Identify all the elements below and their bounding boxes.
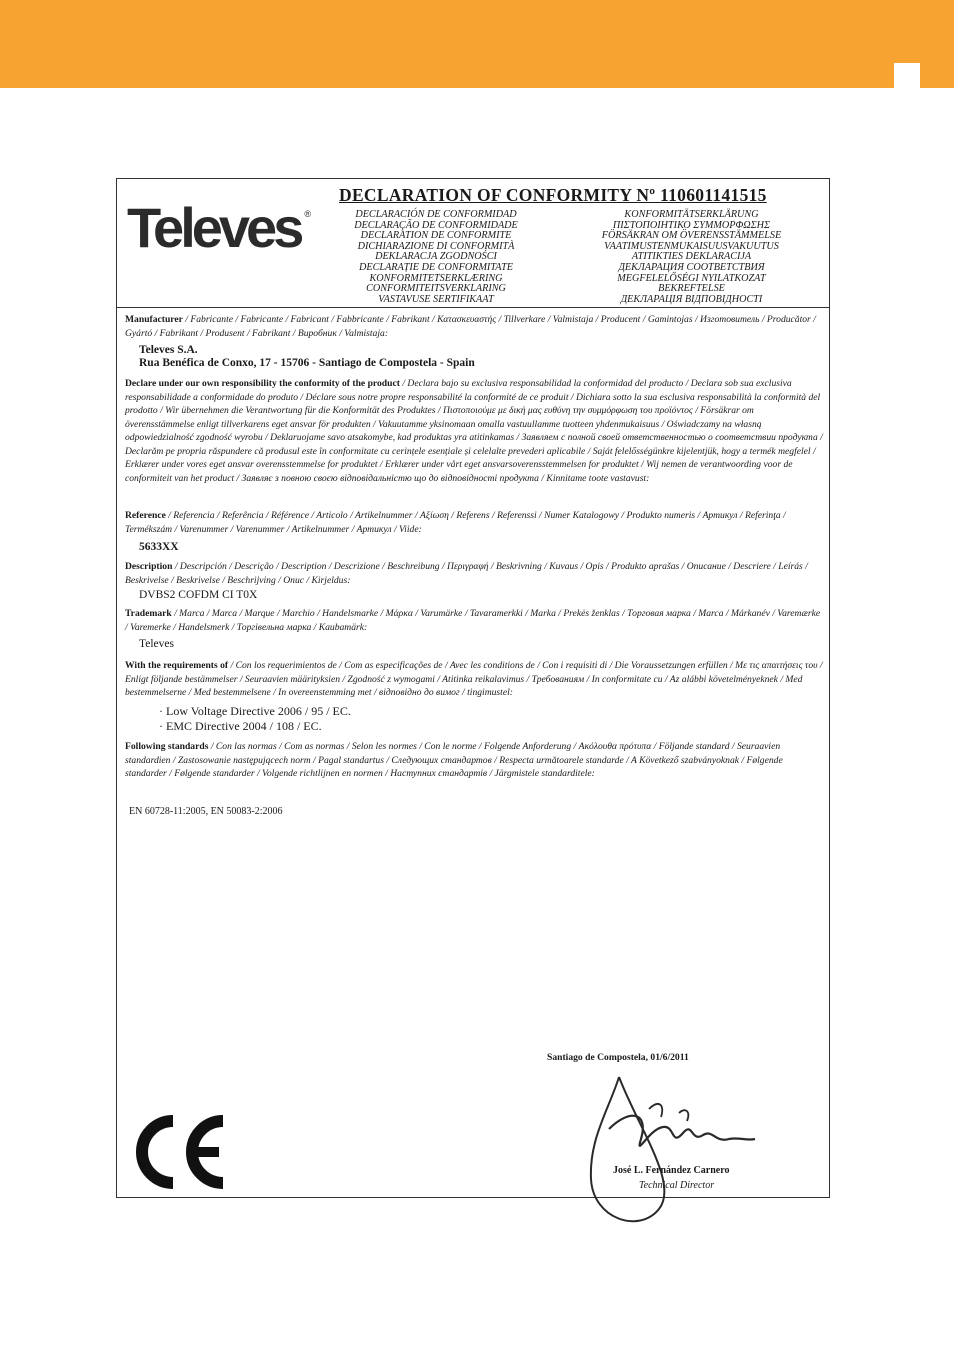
declaration-document	[116, 178, 830, 1198]
trademark-label: Trademark	[125, 608, 172, 619]
title-translation: DECLARAȚIE DE CONFORMITATE	[359, 261, 513, 273]
trademark-value: Televes	[139, 638, 174, 650]
title-translation: BEKREFTELSE	[658, 283, 725, 295]
declare-translations: / Declara bajo su exclusiva responsabilidad la conformidad del producto / Declara sob sua exclusiva responsabilidade a conformidade do produto / Déclare sous notre propre responsabilité la conformité de ce produit / Dichiara sotto la sua esclusiva responsabilità la conformità del prodotto / Wir übernehmen die Verantwortung für die Konformität des Produktes / Πιστοποιούμε με δική μας ευθύνη την συμμόρφωση του προϊόντος / Försäkrar om överensstämmelse enligt tillverkarens eget ansvar för produkten / Vakuutamme yksinomaan omalla vastuullamme tuotteen yhdenmukaisuus / Oświadczamy na własną odpowiedzialność zgodność wyrobu / Deklaruojame savo atsakomybe, kad produktas yra atitinkamas / Заявляем с полной своей ответственностью о соответствии продукта / Declarăm pe propria răspundere că produsul este în conformitate cu cerințele esențiale și celelalte prevederi aplicabile / Saját felelősségünkre kijelentjük, hogy a termék megfelel / Erklærer under vores eget ansvar overensstemmelse for produktet / Erklærer under vårt eget ansvarsoverensstemmelsen for produktet / Wij nemen de verantwoording voor de conformiteit van het product / Заявляє з повною своєю відповідальністю що до відповідності продукта / Kinnitame toote vastavust:	[125, 378, 823, 484]
title-translations-right	[579, 210, 804, 305]
standards-translations: / Con las normas / Com as normas / Selon les normes / Con le norme / Folgende Anforderung / Ακόλουθα πρότυπα / Följande standard / Seuraavien standardien / Zastosowanie następującech norm / Pagal standartus / Следующих стандартов / Respecta următoarele standarde / A Következő szabványoknak / Følgende standarder / Følgende standarder / Volgende richtlijnen en normen / Наступних стандартів / Järgmistele standarditele:	[125, 741, 783, 779]
page-corner-square	[894, 63, 920, 88]
declare-label: Declare under our own responsibility the conformity of the product	[125, 378, 400, 389]
logo-text: Televes	[127, 196, 301, 259]
requirements-section	[125, 659, 823, 700]
description-translations: / Descripción / Descrição / Description / Descrizione / Beschreibung / Περιγραφή / Beskrivning / Kuvaus / Opis / Produkto aprašas / Описание / Descriere / Leírás / Beskrivelse / Beskrivelse / Beschrijving / Опис / Kirjeldus:	[125, 561, 808, 586]
standards-section	[125, 740, 823, 781]
requirements-translations: / Con los requerimientos de / Com as especificações de / Avec les conditions de / Con i requisiti di / Die Voraussetzungen erfüllen / Με τις απαιτήσεις του / Enligt följande bestämmelser / Seuraavien määrityksien / Zgodność z wymogami / Atitinka reikalavimus / Требованиям / In conformitate cu / Az alábbi követelményeknek / Med bestemmelserne / Med bestemmelsene / In overeenstemming met / відповідно до вимог / tingimustel:	[125, 660, 823, 698]
title-translation: DICHIARAZIONE DI CONFORMITÀ	[357, 240, 515, 252]
reference-section	[125, 509, 823, 536]
directive-item: · EMC Directive 2004 / 108 / EC.	[159, 719, 322, 733]
title-translation: DEKLARACJA ZGODNOŚCI	[375, 251, 497, 263]
signatory-name: José L. Fernández Carnero	[613, 1165, 730, 1176]
title-translation: CONFORMITEITSVERKLARING	[366, 283, 506, 295]
title-translation: KONFORMITÄTSERKLÄRUNG	[624, 209, 759, 220]
title-translation: KONFORMITETSERKLÆRING	[369, 272, 503, 284]
title-translation: ДЕКЛАРАЦІЯ ВІДПОВІДНОСТІ	[620, 293, 763, 305]
manufacturer-name: Televes S.A.	[139, 344, 198, 356]
title-translation: VAATIMUSTENMUKAISUUSVAKUUTUS	[604, 240, 779, 252]
signatory-role: Technical Director	[639, 1180, 715, 1191]
document-title: DECLARATION OF CONFORMITY Nº 110601141515	[339, 185, 767, 205]
title-translation: DECLARACIÓN DE CONFORMIDAD	[355, 209, 517, 220]
document-header	[117, 179, 829, 308]
title-translations-left	[331, 210, 541, 305]
trademark-section	[125, 607, 823, 634]
description-section	[125, 560, 823, 587]
title-translation: MEGFELELŐSÉGI NYILATKOZAT	[617, 272, 766, 284]
title-translation: FÖRSÄKRAN OM ÖVERENSSTÄMMELSE	[601, 230, 782, 242]
directive-item: · Low Voltage Directive 2006 / 95 / EC.	[159, 704, 351, 718]
televes-logo	[127, 195, 311, 260]
place-and-date: Santiago de Compostela, 01/6/2011	[547, 1052, 689, 1063]
title-translation: DECLARATION DE CONFORMITE	[360, 230, 512, 242]
manufacturer-label: Manufacturer	[125, 314, 183, 325]
standards-value: EN 60728-11:2005, EN 50083-2:2006	[129, 806, 283, 817]
manufacturer-section	[125, 313, 823, 340]
handwritten-signature	[579, 1069, 779, 1239]
description-value: DVBS2 COFDM CI T0X	[139, 589, 258, 601]
reference-translations: / Referencia / Referência / Référence / Articolo / Artikelnummer / Αξίωση / Referens / Referenssi / Numer Katalogowy / Produkto numeris / Артикул / Referinţa / Termékszám / Varenummer / Varenummer / Artikelnummer / Артикул / Viide:	[125, 510, 786, 535]
top-banner	[0, 0, 954, 88]
manufacturer-translations: / Fabricante / Fabricante / Fabricant / Fabbricante / Fabrikant / Κατασκευαστής / Tillverkare / Valmistaja / Producent / Gamintojas / Изготовитель / Producător / Gyártó / Fabrikant / Produsent / Fabrikant / Виробник / Valmistaja:	[125, 314, 816, 339]
ce-mark-icon	[127, 1113, 231, 1191]
title-translation: ATITIKTIES DEKLARACIJA	[631, 251, 752, 263]
title-translation: ДЕКЛАРАЦИЯ СООТВЕТСТВИЯ	[618, 261, 765, 273]
logo-registered-mark: ®	[304, 209, 311, 219]
manufacturer-address: Rua Benéfica de Conxo, 17 - 15706 - Santiago de Compostela - Spain	[139, 357, 475, 369]
title-translation: DECLARAÇÃO DE CONFORMIDADE	[354, 219, 518, 231]
declare-section	[125, 377, 823, 485]
description-label: Description	[125, 561, 173, 572]
title-translation: ΠΙΣΤΟΠΟΙΗΤΙΚΟ ΣΥΜΜΟΡΦΩΣΗΣ	[612, 219, 771, 231]
requirements-label: With the requirements of	[125, 660, 229, 671]
title-translation: VASTAVUSE SERTIFIKAAT	[378, 293, 494, 305]
standards-label: Following standards	[125, 741, 209, 752]
reference-label: Reference	[125, 510, 166, 521]
trademark-translations: / Marca / Marca / Marque / Marchio / Handelsmarke / Μάρκα / Varumärke / Tavaramerkki / Marka / Prekės ženklas / Торговая марка / Marca / Márkanév / Varemærke / Varemerke / Handelsmerk / Торгівельна марка / Kaubamärk:	[125, 608, 821, 633]
reference-value: 5633XX	[139, 541, 179, 553]
